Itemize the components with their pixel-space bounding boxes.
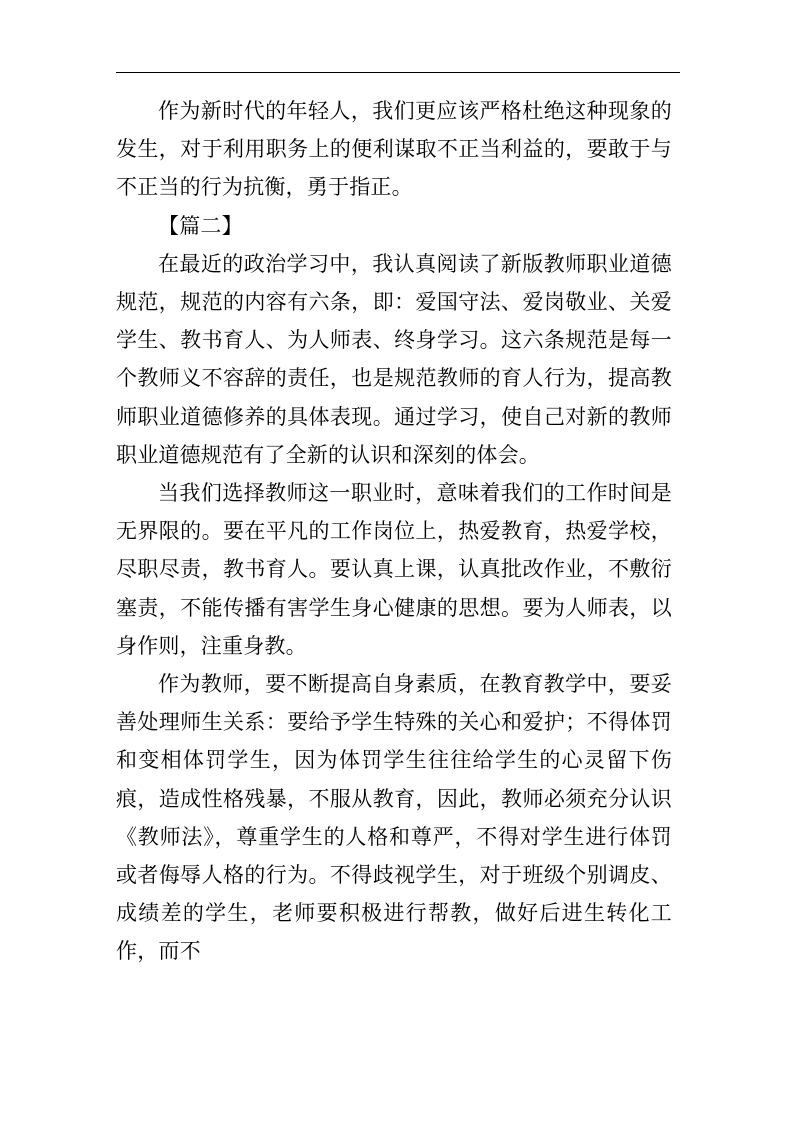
paragraph-intro-conclusion: 作为新时代的年轻人，我们更应该严格杜绝这种现象的发生，对于利用职务上的便利谋取不正当利益的，要敢于与不正当的行为抗衡，勇于指正。 — [116, 99, 672, 200]
paragraph-study-norms: 在最近的政治学习中，我认真阅读了新版教师职业道德规范，规范的内容有六条，即：爱国守法、爱岗敬业、关爱学生、教书育人、为人师表、终身学习。这六条规范是每一个教师义不容辞的责任，也是规范教师的育人行为，提高教师职业道德修养的具体表现。通过学习，使自己对新的教师职业道德规范有了全新的认识和深刻的体会。 — [116, 251, 672, 467]
paragraph-teacher-career: 当我们选择教师这一职业时，意味着我们的工作时间是无界限的。要在平凡的工作岗位上，热爱教育，热爱学校，尽职尽责，教书育人。要认真上课，认真批改作业，不敷衍塞责，不能传播有害学生身心健康的思想。要为人师表，以身作则，注重身教。 — [116, 481, 672, 658]
section-heading: 【篇二】 — [158, 213, 243, 238]
document-body — [116, 92, 672, 971]
paragraph-teacher-student-relations: 作为教师，要不断提高自身素质，在教育教学中，要妥善处理师生关系：要给予学生特殊的关心和爱护；不得体罚和变相体罚学生，因为体罚学生往往给学生的心灵留下伤痕，造成性格残暴，不服从教育，因此，教师必须充分认识《教师法》，尊重学生的人格和尊严，不得对学生进行体罚或者侮辱人格的行为。不得歧视学生，对于班级个别调皮、成绩差的学生，老师要积极进行帮教，做好后进生转化工作，而不 — [116, 672, 672, 964]
header-rule — [116, 72, 680, 73]
